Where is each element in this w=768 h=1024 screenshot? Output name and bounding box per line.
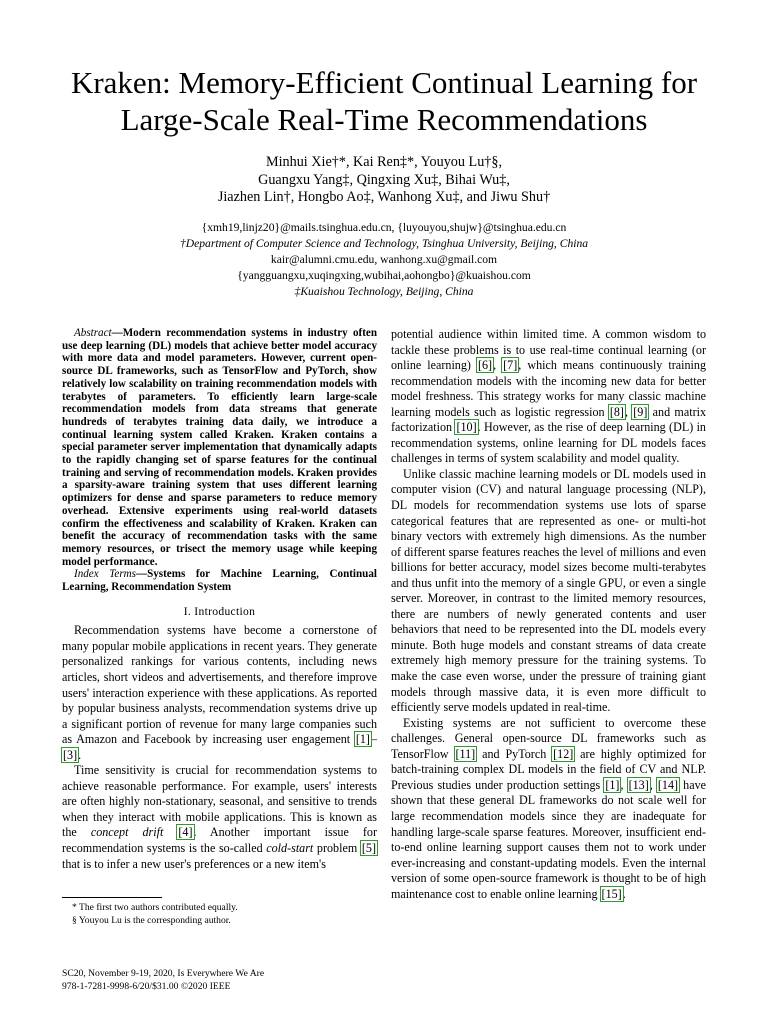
citation-link[interactable]: [14]	[657, 777, 679, 792]
paragraph: potential audience within limited time. A common wisdom to tackle these problems is to use real-time continual learning (or online learning) [6], [7], which means continuously training recommendation models with the incoming new data for better model freshness. This strategy works for many classic machine learning models such as logistic regression [8], [9] and matrix factorization [10]. However, as the rise of deep learning (DL) in recommendation systems, online learning for DL models faces challenges in terms of system scalability and model quality.	[391, 327, 707, 466]
citation-link[interactable]: [6]	[477, 358, 493, 373]
copyright-line: 978-1-7281-9998-6/20/$31.00 ©2020 IEEE	[62, 980, 231, 992]
abstract-label: Abstract	[74, 327, 112, 339]
footnote: * The first two authors contributed equally.	[72, 902, 238, 913]
index-terms-text: —Systems for Machine Learning, Continual Learning, Recommendation System	[62, 568, 377, 594]
footnote-rule	[62, 897, 162, 898]
affiliation-kuaishou: ‡Kuaishou Technology, Beijing, China	[294, 285, 474, 298]
author-line: Guangxu Yang‡, Qingxing Xu‡, Bihai Wu‡,	[258, 171, 510, 188]
conference-info	[62, 968, 377, 993]
citation-link[interactable]: [11]	[455, 746, 476, 761]
conference-line: SC20, November 9-19, 2020, Is Everywhere We Are	[62, 968, 265, 979]
right-column	[391, 327, 706, 902]
footnote: § Youyou Lu is the corresponding author.	[72, 915, 231, 926]
citation-link[interactable]: [13]	[628, 777, 649, 792]
emphasis: cold-start	[266, 840, 314, 855]
citation-link[interactable]: [1]	[605, 777, 620, 792]
paper-title: Kraken: Memory-Efficient Continual Learning for Large-Scale Real-Time Recommendations	[70, 65, 698, 137]
citation-link[interactable]: [12]	[553, 746, 574, 761]
paragraph: Time sensitivity is crucial for recommendation systems to achieve reasonable performance. For example, users' interests are often highly non-stationary, seasonal, and sensitive to trends when they interact with mobile applications. This is known as the concept drift [4]. Another important issue for recommendation systems is the so-called cold-start problem [5] that is to infer a new user's preferences or a new item's	[62, 763, 377, 871]
index-terms	[62, 568, 377, 593]
author-list	[80, 154, 688, 207]
citation-link[interactable]: [1]	[355, 732, 370, 747]
footnotes	[62, 897, 377, 927]
author-emails: {xmh19,linjz20}@mails.tsinghua.edu.cn, {luyouyou,shujw}@tsinghua.edu.cn	[201, 221, 567, 234]
citation-link[interactable]: [15]	[601, 886, 622, 901]
abstract-text: —Modern recommendation systems in industry often use deep learning (DL) models that achieve better model accuracy with more data and model parameters. However, current open-source DL frameworks, such as TensorFlow and PyTorch, show relatively low scalability on training recommendation models with terabytes of parameters. To efficiently learn large-scale recommendation models from data streams that generate hundreds of terabytes training data daily, we introduce a continual learning system called Kraken. Kraken contains a special parameter server implementation that dynamically adapts to the rapidly changing set of sparse features for the continual training and serving of recommendation models. Kraken provides a sparsity-aware training system that uses different learning optimizers for dense and sparse parameters to reduce memory overhead. Extensive experiments using real-world datasets confirm the effectiveness and scalability of Kraken. Kraken can benefit the accuracy of recommendation tasks with the same memory resources, or trisect the memory usage while keeping model performance.	[62, 327, 377, 568]
author-emails: kair@alumni.cmu.edu, wanhong.xu@gmail.com	[270, 253, 498, 266]
author-line: Minhui Xie†*, Kai Ren‡*, Youyou Lu†§,	[265, 154, 503, 170]
affiliation-tsinghua: †Department of Computer Science and Technology, Tsinghua University, Beijing, China	[179, 237, 589, 250]
index-terms-label: Index Terms	[74, 568, 136, 581]
paragraph: Unlike classic machine learning models or DL models used in computer vision (CV) and natural language processing (NLP), DL models for recommendation systems use lots of sparse categorical features that are represented as one- or multi-hot binary vectors with extremely high dimensions. As the number of different sparse features reaches the level of millions and even billions for better accuracy, model sizes become multi-terabytes and thus unfit into the memory of a single GPU, or even a single server. Moreover, in contrast to the limited memory resources, there are numbers of newly generated contents and user behaviors that need to be represented into the DL models every minute. Both huge models and constant streams of data create extremely high memory pressure for the training systems. To make the case even worse, under the pressure of training giant models through massive data, it is even more difficult to efficiently serve models updated in real-time.	[391, 466, 706, 715]
left-column	[62, 327, 377, 872]
citation-link[interactable]: [8]	[609, 404, 624, 419]
author-emails: {yangguangxu,xuqingxing,wubihai,aohongbo}@kuaishou.com	[237, 269, 531, 282]
abstract	[62, 327, 377, 568]
emphasis: concept drift	[90, 825, 164, 840]
citation-link[interactable]: [5]	[361, 840, 376, 855]
citation-link[interactable]: [9]	[633, 404, 648, 419]
affiliations	[60, 220, 708, 300]
citation-link[interactable]: [4]	[178, 825, 193, 840]
citation-link[interactable]: [10]	[456, 420, 477, 435]
citation-link[interactable]: [3]	[63, 747, 78, 762]
paragraph: Recommendation systems have become a cornerstone of many popular mobile applications in recent years. They generate personalized rankings for various contents, including news articles, short videos and advertisements, and therefore improve users' interaction experience with these applications. As reported by popular business analysts, recommendation systems drive up a significant portion of revenue for many large companies such as Amazon and Facebook by increasing user engagement [1]–[3].	[62, 623, 377, 762]
paragraph: Existing systems are not sufficient to overcome these challenges. General open-source DL frameworks such as TensorFlow [11] and PyTorch [12] are highly optimized for batch-training complex DL models in the field of CV and NLP. Previous studies under production settings [1], [13], [14] have shown that these general DL frameworks do not scale well for large recommendation models since they are inadequate for handling large-scale sparse features. Moreover, insufficient end-to-end online learning support causes them not to work under ever-increasing and constant-updating models. Even the internal version of some open-source framework is thought to be of high maintenance cost to enable online learning [15].	[391, 715, 707, 901]
citation-link[interactable]: [7]	[503, 358, 518, 373]
section-heading: I. Introduction	[183, 604, 256, 618]
author-line: Jiazhen Lin†, Hongbo Ao‡, Wanhong Xu‡, and Jiwu Shu†	[217, 189, 551, 205]
